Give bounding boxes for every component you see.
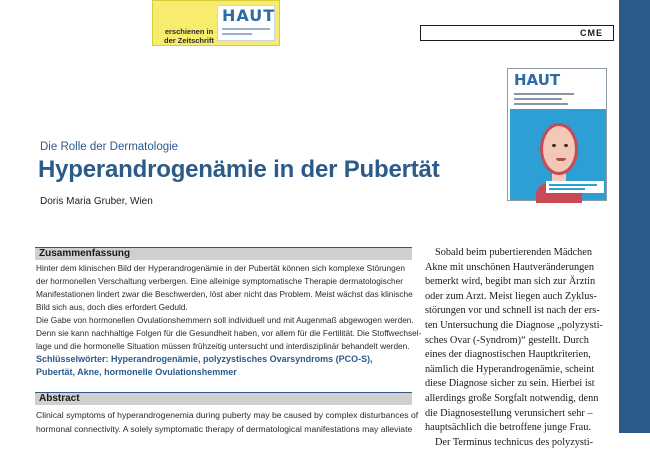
keywords: [36, 353, 414, 379]
article-author: Doris Maria Gruber, Wien: [40, 196, 153, 207]
summary-line: Die Gabe von hormonellen Ovulationshemmern soll individuell und mit Augenmaß abgewogen werden.: [36, 315, 414, 325]
logo-rule: [222, 28, 270, 30]
cover-illustration: [510, 109, 606, 200]
body-line: die Diagnosestellung verunsichert sehr –: [425, 407, 593, 419]
cover-text-line: [514, 93, 574, 95]
cover-text-line: [514, 103, 568, 105]
article-body-column: [425, 246, 615, 450]
cover-caption-strip: [546, 181, 604, 193]
body-line: nämlich die Hyperandrogenämie, scheint: [425, 363, 595, 375]
cover-figure-face: [540, 123, 578, 175]
summary-line: Bild sich aus, doch dies erfordert Geduld.: [36, 302, 188, 312]
body-line: Sobald beim pubertierenden Mädchen: [435, 247, 592, 258]
journal-badge[interactable]: [152, 0, 280, 46]
keywords-line: Pubertät, Akne, hormonelle Ovulationshemmer: [36, 367, 237, 377]
summary-line: Denn sie kann nachhaltige Folgen für die Gesundheit haben, vor allem für die Fertilität. Die Stoffwechsel-: [36, 328, 422, 338]
zusammenfassung-heading: [35, 247, 412, 260]
body-line: störungen vor und schnell ist nach der ers-: [425, 305, 600, 317]
zusammenfassung-heading-text: Zusammenfassung: [39, 248, 131, 259]
badge-text: [159, 27, 219, 45]
section-header-box: [420, 25, 614, 41]
article-kicker: Die Rolle der Dermatologie: [40, 141, 179, 153]
cover-title: HAUT: [514, 71, 561, 89]
body-line: diese Diagnose sicher zu sein. Hierbei ist: [425, 378, 595, 390]
journal-cover-image[interactable]: [507, 68, 607, 201]
keywords-line: Schlüsselwörter: Hyperandrogenämie, polyzystisches Ovarsyndroms (PCO-S),: [36, 354, 373, 364]
cover-eye: [564, 144, 568, 147]
cover-strip-line: [549, 188, 585, 190]
body-line: eines der diagnostischen Hauptkriterien,: [425, 349, 591, 361]
summary-line: Manifestationen lindert zwar die Beschwerden, löst aber nicht das Problem. Meist wächst das klinische: [36, 289, 413, 299]
zusammenfassung-body: [36, 262, 422, 353]
cover-eye: [552, 144, 556, 147]
body-line: ten Untersuchung die Diagnose „polyzysti-: [425, 319, 603, 331]
abstract-line: Clinical symptoms of hyperandrogenemia during puberty may be caused by complex disturbances of: [36, 410, 419, 420]
body-line: Der Terminus technicus des polyzysti-: [435, 436, 594, 448]
section-label: CME: [580, 28, 603, 38]
haut-logo: [217, 5, 275, 41]
summary-line: Hinter dem klinischen Bild der Hyperandrogenämie in der Pubertät können sich komplexe Störungen: [36, 263, 405, 273]
article-title: Hyperandrogenämie in der Pubertät: [38, 156, 440, 183]
badge-line-1: erschienen in: [164, 27, 214, 36]
badge-line-2: der Zeitschrift: [163, 36, 214, 45]
sidebar-stripe: [619, 0, 650, 433]
logo-rule: [222, 33, 252, 35]
abstract-heading: [35, 392, 412, 405]
body-line: allerdings große Sorgfalt notwendig, denn: [425, 392, 599, 404]
body-line: hauptsächlich die betroffene junge Frau.: [425, 422, 591, 434]
body-line: sches Ovar (-Syndrom)“ gestellt. Durch: [425, 334, 589, 346]
haut-logo-word: HAUT: [222, 6, 276, 25]
summary-line: lage und die hormonelle Situation müssen frühzeitig untersucht und interdisziplinär behandelt werden.: [36, 341, 410, 351]
cover-text-line: [514, 98, 562, 100]
cover-mouth: [556, 158, 566, 161]
body-line: bemerkt wird, begibt man sich zur Ärztin: [425, 276, 596, 288]
abstract-body: [36, 408, 419, 436]
cover-strip-line: [549, 184, 597, 186]
abstract-line: hormonal connectivity. A solely symptomatic therapy of dermatological manifestations may alleviate: [36, 424, 413, 434]
abstract-heading-text: Abstract: [39, 393, 80, 404]
body-line: Akne mit unschönen Hautveränderungen: [425, 261, 594, 273]
summary-line: der hormonellen Verschaltung verbergen. Eine alleinige symptomatische Therapie dermatologischer: [36, 276, 403, 286]
body-line: oder zum Arzt. Meist liegen auch Zyklus-: [425, 290, 597, 302]
